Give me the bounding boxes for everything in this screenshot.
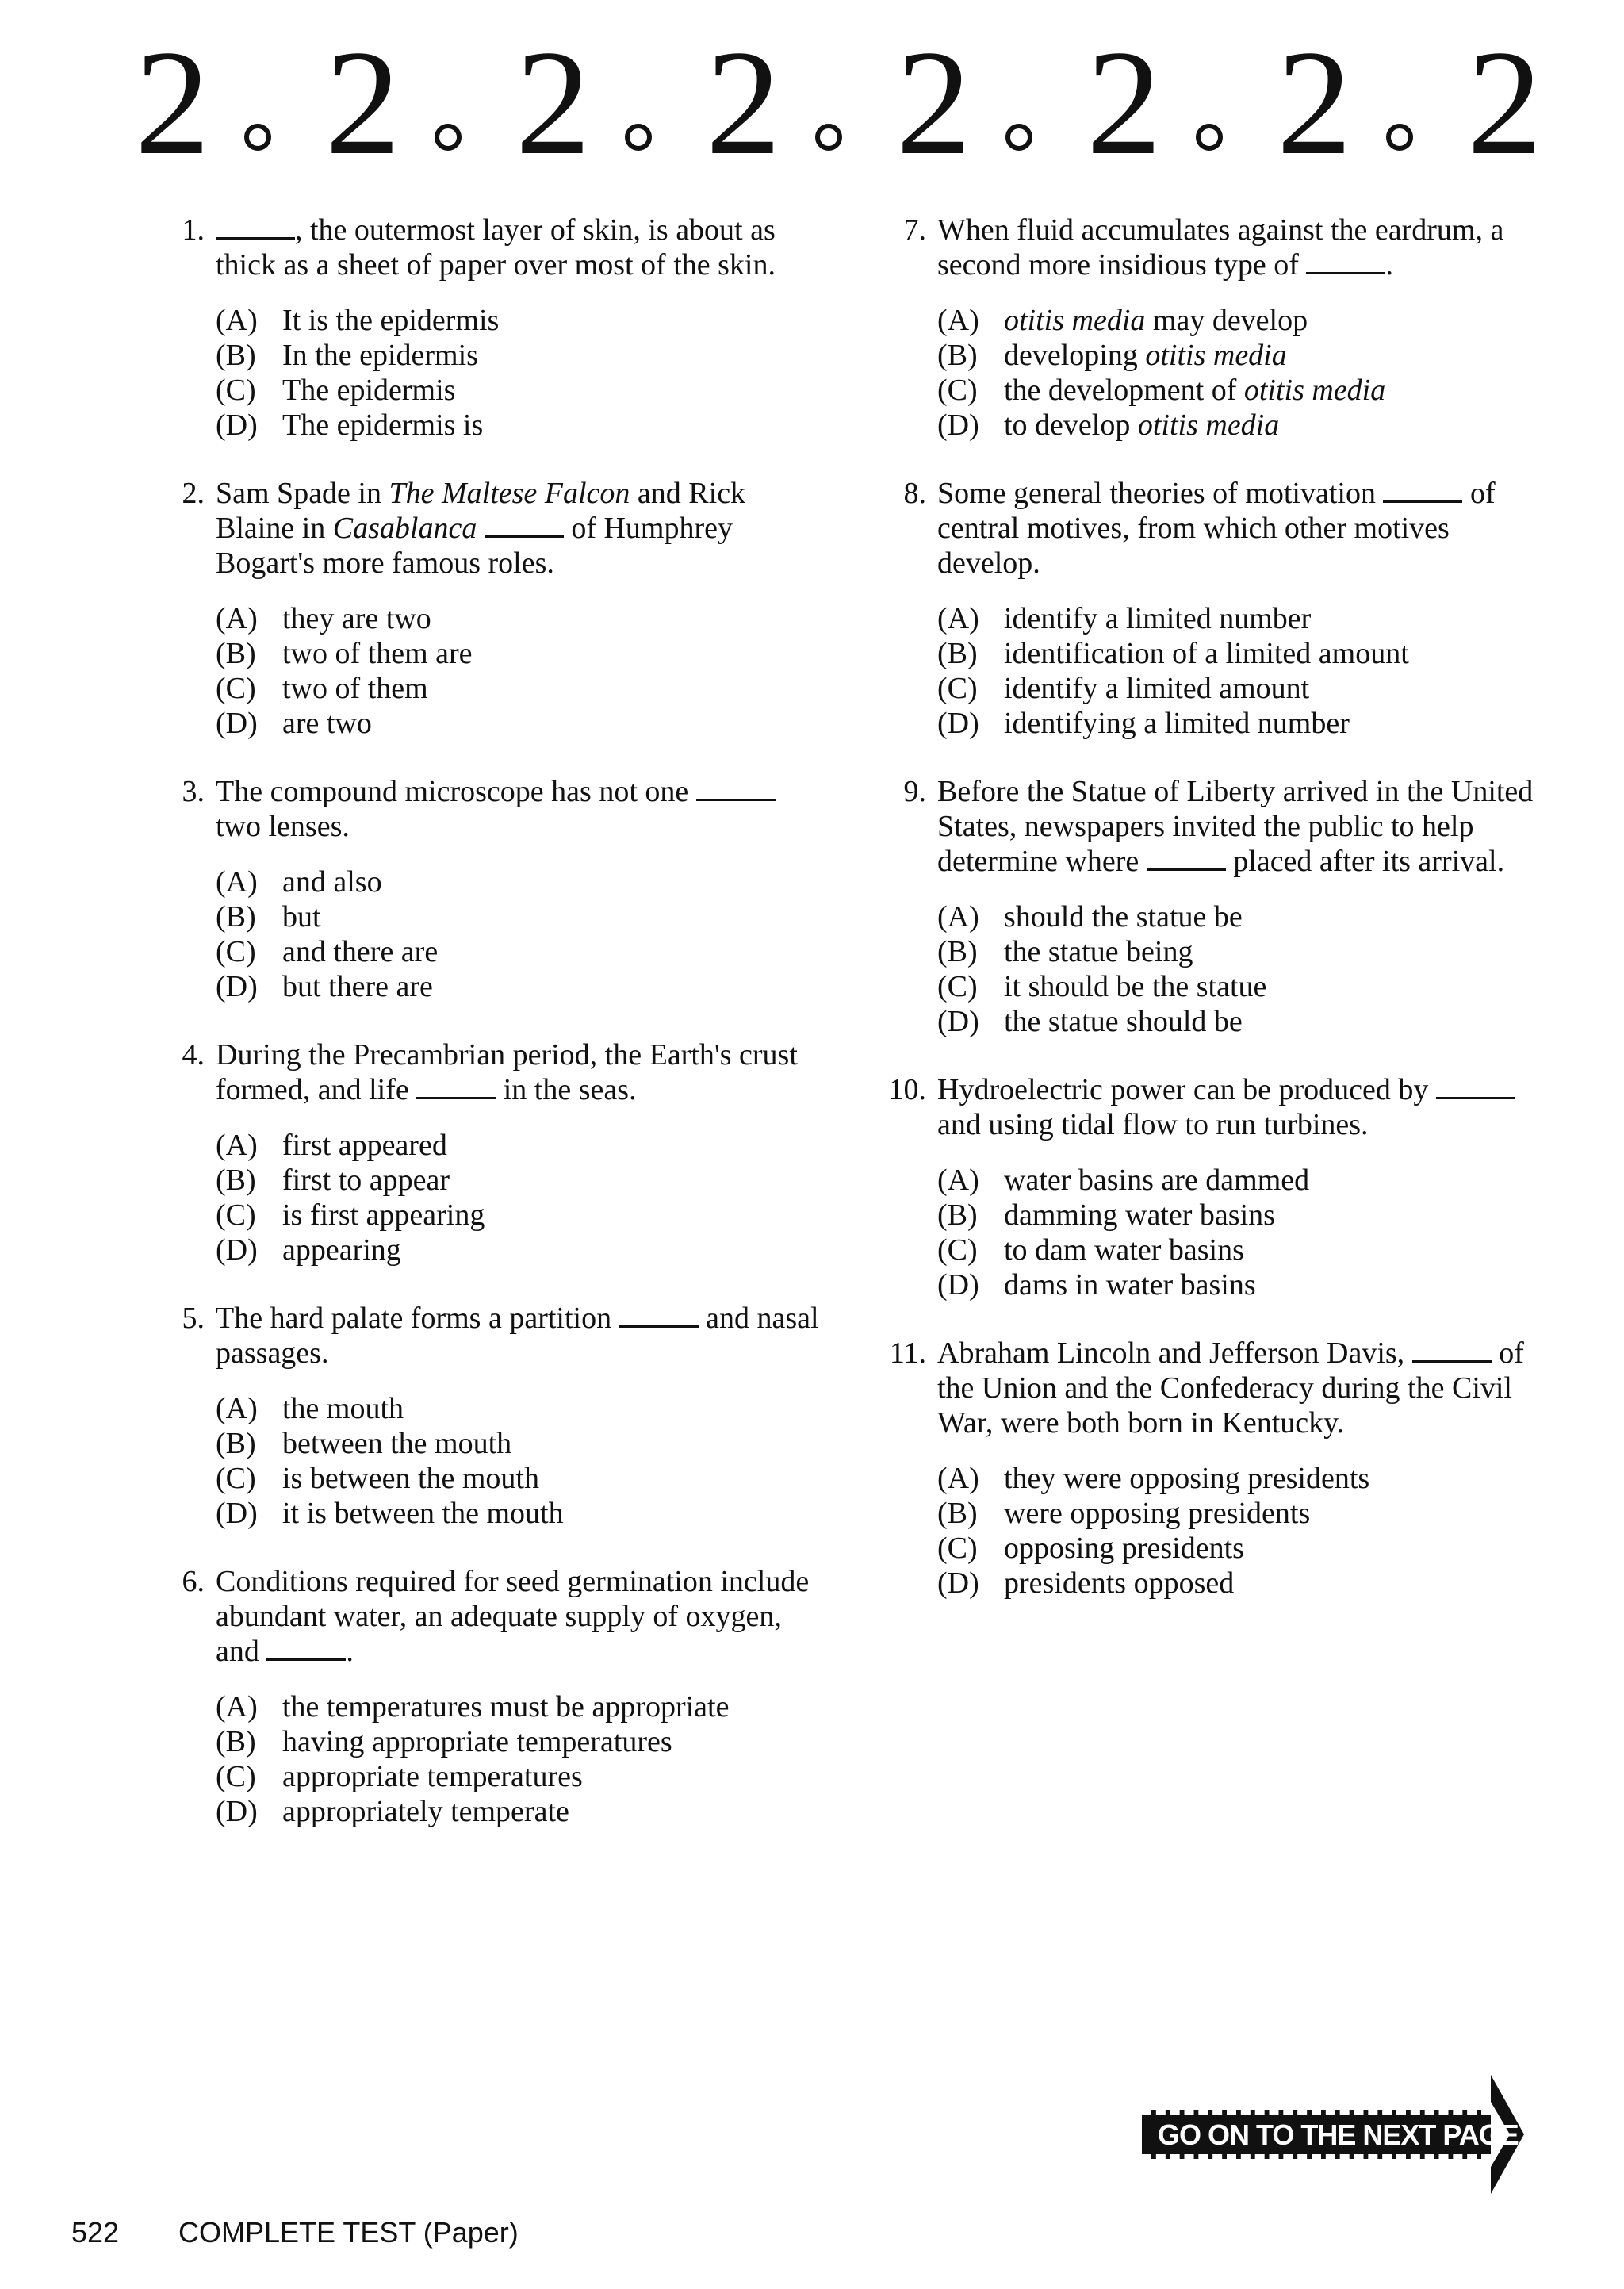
option-text: first to appear	[282, 1164, 450, 1197]
section-digit: 2	[896, 20, 971, 186]
option-label: (B)	[937, 1198, 978, 1232]
option-label: (C)	[937, 1233, 978, 1267]
question-number: 10.	[888, 1073, 926, 1106]
option-text: should the statue be	[1004, 900, 1243, 934]
answer-option[interactable]	[216, 1233, 825, 1267]
question	[888, 476, 1538, 741]
answer-options	[937, 303, 1538, 443]
answer-option[interactable]	[216, 373, 825, 408]
option-text: having appropriate temperatures	[282, 1725, 672, 1758]
page-number: 522	[71, 2216, 120, 2249]
answer-option[interactable]	[937, 1198, 1538, 1233]
answer-options	[216, 1391, 825, 1531]
option-text: and also	[282, 865, 382, 899]
answer-option[interactable]	[937, 899, 1538, 934]
option-text: the temperatures must be appropriate	[282, 1690, 730, 1723]
section-digit: 2	[325, 20, 400, 186]
answer-option[interactable]	[216, 1163, 825, 1198]
option-text: first appeared	[282, 1129, 447, 1162]
question-number: 11.	[889, 1336, 926, 1370]
circle-separator-icon	[435, 124, 462, 151]
option-text: otitis media may develop	[1004, 304, 1308, 337]
section-digit: 2	[1467, 20, 1542, 186]
option-label: (B)	[216, 637, 256, 670]
answer-option[interactable]	[216, 934, 825, 969]
option-label: (B)	[216, 339, 256, 372]
option-label: (B)	[216, 1164, 256, 1197]
option-text: appropriate temperatures	[282, 1760, 583, 1793]
option-text: is between the mouth	[282, 1462, 539, 1495]
answer-option[interactable]	[937, 1566, 1538, 1601]
option-text: opposing presidents	[1004, 1532, 1244, 1565]
question	[167, 1037, 825, 1267]
option-label: (D)	[937, 408, 979, 442]
option-text: they are two	[282, 602, 431, 635]
option-text: were opposing presidents	[1004, 1497, 1311, 1530]
option-label: (A)	[216, 865, 258, 899]
question	[888, 213, 1538, 443]
answer-option[interactable]	[937, 1233, 1538, 1267]
option-text: the development of otitis media	[1004, 374, 1386, 407]
option-text: between the mouth	[282, 1427, 512, 1460]
option-text: two of them are	[282, 637, 473, 670]
question	[167, 774, 825, 1004]
answer-options	[937, 899, 1538, 1039]
circle-separator-icon	[1386, 124, 1413, 151]
answer-option[interactable]	[216, 338, 825, 373]
option-label: (B)	[216, 1427, 256, 1460]
option-text: damming water basins	[1004, 1198, 1275, 1232]
answer-option[interactable]	[216, 1426, 825, 1461]
option-text: presidents opposed	[1004, 1566, 1235, 1600]
answer-options	[216, 1128, 825, 1267]
option-text: dams in water basins	[1004, 1268, 1256, 1302]
question-number: 6.	[182, 1565, 205, 1598]
section-digit: 2	[1277, 20, 1352, 186]
option-text: The epidermis	[282, 374, 456, 407]
section-digit: 2	[135, 20, 210, 186]
answer-option[interactable]	[216, 1496, 825, 1531]
question-number: 5.	[182, 1302, 205, 1335]
question-stem: Before the Statue of Liberty arrived in the United States, newspapers invited the public to help determine where placed after its arrival.	[937, 775, 1534, 878]
answer-option[interactable]	[937, 1163, 1538, 1198]
option-label: (D)	[937, 707, 979, 740]
question	[167, 476, 825, 741]
footer-title: COMPLETE TEST (Paper)	[178, 2216, 519, 2249]
section-digit: 2	[1086, 20, 1162, 186]
question-number: 9.	[903, 775, 926, 808]
option-label: (B)	[216, 1725, 256, 1758]
answer-option[interactable]	[216, 601, 825, 636]
option-label: (C)	[216, 374, 256, 407]
answer-option[interactable]	[216, 1198, 825, 1233]
option-text: are two	[282, 707, 372, 740]
option-text: identifying a limited number	[1004, 707, 1350, 740]
option-label: (C)	[216, 1198, 256, 1232]
next-page-button[interactable]	[1142, 2075, 1538, 2194]
option-label: (D)	[216, 1497, 258, 1530]
questions-right-column	[888, 213, 1538, 1601]
option-label: (A)	[937, 900, 979, 934]
option-label: (C)	[216, 1760, 256, 1793]
option-text: The epidermis is	[282, 408, 484, 442]
option-text: is first appearing	[282, 1198, 485, 1232]
question-number: 1.	[182, 213, 205, 247]
option-label: (D)	[216, 1795, 258, 1828]
option-text: It is the epidermis	[282, 304, 500, 337]
answer-option[interactable]	[937, 934, 1538, 969]
next-page-label: GO ON TO THE NEXT PAGE	[1158, 2118, 1519, 2151]
answer-option[interactable]	[937, 338, 1538, 373]
option-text: water basins are dammed	[1004, 1164, 1310, 1197]
option-text: the statue being	[1004, 935, 1193, 968]
question-number: 3.	[182, 775, 205, 808]
question-number: 4.	[182, 1038, 205, 1072]
answer-options	[937, 1461, 1538, 1601]
answer-option[interactable]	[216, 899, 825, 934]
section-digits	[135, 20, 1554, 186]
option-label: (A)	[216, 304, 258, 337]
answer-option[interactable]	[216, 865, 825, 899]
circle-separator-icon	[244, 124, 271, 151]
answer-option[interactable]	[216, 1391, 825, 1426]
question-stem: The hard palate forms a partition and nasal passages.	[216, 1302, 819, 1370]
answer-option[interactable]	[937, 373, 1538, 408]
answer-options	[937, 1163, 1538, 1302]
answer-options	[216, 601, 825, 741]
option-text: to develop otitis media	[1004, 408, 1280, 442]
option-text: appropriately temperate	[282, 1795, 569, 1828]
section-digit: 2	[515, 20, 591, 186]
answer-options	[216, 1689, 825, 1829]
answer-options	[216, 865, 825, 1004]
answer-option[interactable]	[216, 303, 825, 338]
option-label: (A)	[216, 1392, 258, 1425]
question-stem: During the Precambrian period, the Earth's crust formed, and life in the seas.	[216, 1038, 798, 1106]
answer-option[interactable]	[216, 969, 825, 1004]
option-label: (B)	[937, 1497, 978, 1530]
option-label: (D)	[216, 408, 258, 442]
question-number: 8.	[903, 477, 926, 510]
answer-option[interactable]	[937, 408, 1538, 443]
option-label: (A)	[937, 304, 979, 337]
option-text: they were opposing presidents	[1004, 1462, 1370, 1495]
answer-option[interactable]	[216, 1724, 825, 1759]
question-stem: Some general theories of motivation of central motives, from which other motives develop.	[937, 477, 1496, 580]
question-number: 2.	[182, 477, 205, 510]
answer-option[interactable]	[937, 706, 1538, 741]
answer-option[interactable]	[216, 636, 825, 671]
answer-option[interactable]	[937, 1461, 1538, 1496]
option-text: identification of a limited amount	[1004, 637, 1409, 670]
question-stem: Sam Spade in The Maltese Falcon and Rick Blaine in Casablanca of Humphrey Bogart's more famous roles.	[216, 477, 746, 580]
option-text: but there are	[282, 970, 433, 1003]
option-text: identify a limited number	[1004, 602, 1312, 635]
answer-option[interactable]	[216, 671, 825, 706]
question	[888, 1336, 1538, 1601]
question-stem: Hydroelectric power can be produced by and using tidal flow to run turbines.	[937, 1072, 1538, 1142]
option-text: appearing	[282, 1233, 401, 1267]
option-label: (D)	[216, 1233, 258, 1267]
question-stem: The compound microscope has not one two lenses.	[216, 774, 825, 844]
option-label: (D)	[216, 970, 258, 1003]
question	[167, 213, 825, 443]
answer-option[interactable]	[937, 303, 1538, 338]
option-text: and there are	[282, 935, 439, 968]
circle-separator-icon	[1196, 124, 1223, 151]
question	[167, 1564, 825, 1829]
answer-option[interactable]	[937, 1267, 1538, 1302]
answer-option[interactable]	[937, 1496, 1538, 1531]
option-label: (D)	[937, 1005, 979, 1038]
answer-option[interactable]	[216, 1759, 825, 1794]
answer-option[interactable]	[216, 408, 825, 443]
option-label: (D)	[937, 1566, 979, 1600]
question	[888, 1072, 1538, 1302]
option-label: (A)	[216, 1690, 258, 1723]
option-text: to dam water basins	[1004, 1233, 1244, 1267]
option-label: (B)	[937, 637, 978, 670]
answer-option[interactable]	[216, 1689, 825, 1724]
option-label: (C)	[216, 1462, 256, 1495]
section-digit: 2	[706, 20, 781, 186]
option-label: (A)	[216, 1129, 258, 1162]
option-label: (D)	[937, 1268, 979, 1302]
option-label: (A)	[937, 1462, 979, 1495]
circle-separator-icon	[1005, 124, 1032, 151]
option-text: two of them	[282, 672, 428, 705]
option-label: (B)	[937, 935, 978, 968]
option-text: developing otitis media	[1004, 339, 1287, 372]
question-number: 7.	[903, 213, 926, 247]
option-text: the mouth	[282, 1392, 404, 1425]
option-label: (A)	[937, 1164, 979, 1197]
answer-option[interactable]	[937, 636, 1538, 671]
option-label: (A)	[937, 602, 979, 635]
option-label: (C)	[216, 672, 256, 705]
option-label: (C)	[216, 935, 256, 968]
answer-option[interactable]	[937, 1531, 1538, 1566]
answer-option[interactable]	[937, 601, 1538, 636]
answer-option[interactable]	[216, 1128, 825, 1163]
option-text: identify a limited amount	[1004, 672, 1310, 705]
answer-option[interactable]	[216, 706, 825, 741]
option-text: In the epidermis	[282, 339, 478, 372]
option-text: it is between the mouth	[282, 1497, 564, 1530]
option-label: (C)	[937, 374, 978, 407]
question-stem: Abraham Lincoln and Jefferson Davis, of the Union and the Confederacy during the Civil War, were both born in Kentucky.	[937, 1336, 1524, 1440]
answer-option[interactable]	[937, 969, 1538, 1004]
answer-options	[937, 601, 1538, 741]
circle-separator-icon	[815, 124, 842, 151]
option-text: it should be the statue	[1004, 970, 1267, 1003]
question	[167, 1301, 825, 1531]
option-text: but	[282, 900, 321, 934]
questions-left-column	[167, 213, 825, 1829]
option-label: (A)	[216, 602, 258, 635]
option-label: (C)	[937, 970, 978, 1003]
section-number-banner	[135, 20, 1554, 186]
option-label: (B)	[216, 900, 256, 934]
option-label: (D)	[216, 707, 258, 740]
circle-separator-icon	[625, 124, 652, 151]
answer-option[interactable]	[216, 1461, 825, 1496]
option-label: (B)	[937, 339, 978, 372]
question-stem: , the outermost layer of skin, is about as thick as a sheet of paper over most of the skin.	[216, 213, 776, 282]
question-stem: Conditions required for seed germination include abundant water, an adequate supply of oxygen, and .	[216, 1565, 810, 1668]
option-label: (C)	[937, 672, 978, 705]
answer-option[interactable]	[216, 1794, 825, 1829]
option-text: the statue should be	[1004, 1005, 1243, 1038]
answer-option[interactable]	[937, 1004, 1538, 1039]
question	[888, 774, 1538, 1039]
answer-options	[216, 303, 825, 443]
question-stem: When fluid accumulates against the eardrum, a second more insidious type of .	[937, 213, 1504, 282]
option-label: (C)	[937, 1532, 978, 1565]
answer-option[interactable]	[937, 671, 1538, 706]
